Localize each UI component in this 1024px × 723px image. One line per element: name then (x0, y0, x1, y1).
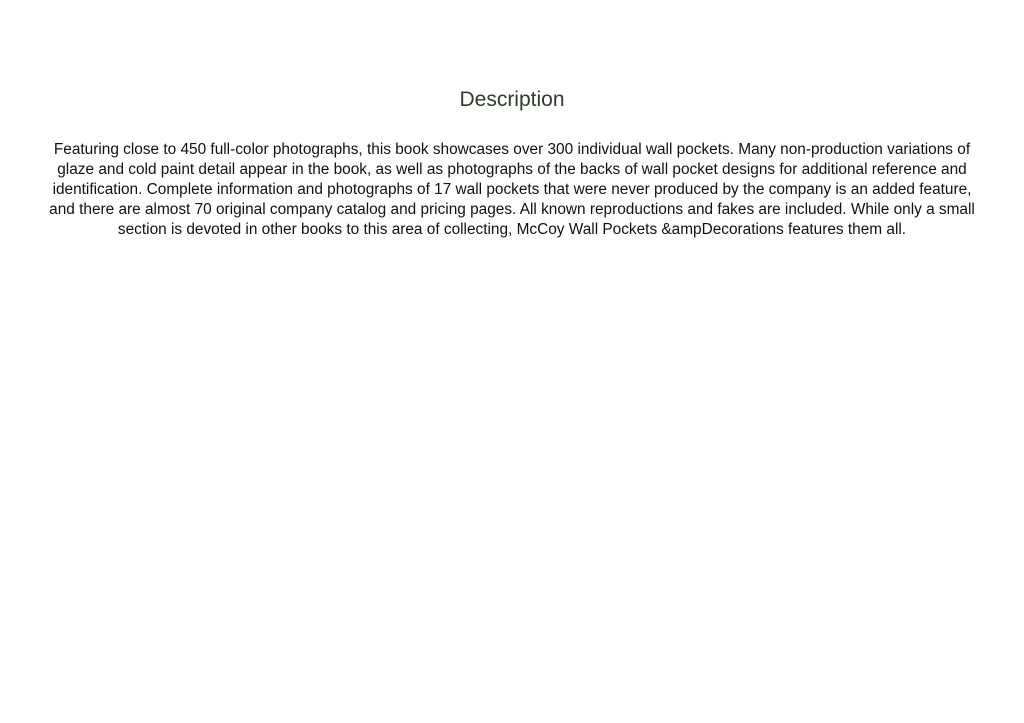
description-paragraph: Featuring close to 450 full-color photographs, this book showcases over 300 individual wall pockets. Many non-production variations of glaze and cold paint detail appear in the book, as well as photographs of the backs of wall pocket designs for additional reference and identification. Complete information and photographs of 17 wall pockets that were never produced by the company is an added feature, and there are almost 70 original company catalog and pricing pages. All known reproductions and fakes are included. While only a small section is devoted in other books to this area of collecting, McCoy Wall Pockets &ampDecorations features them all. (49, 141, 975, 238)
page-title: Description (459, 88, 565, 111)
